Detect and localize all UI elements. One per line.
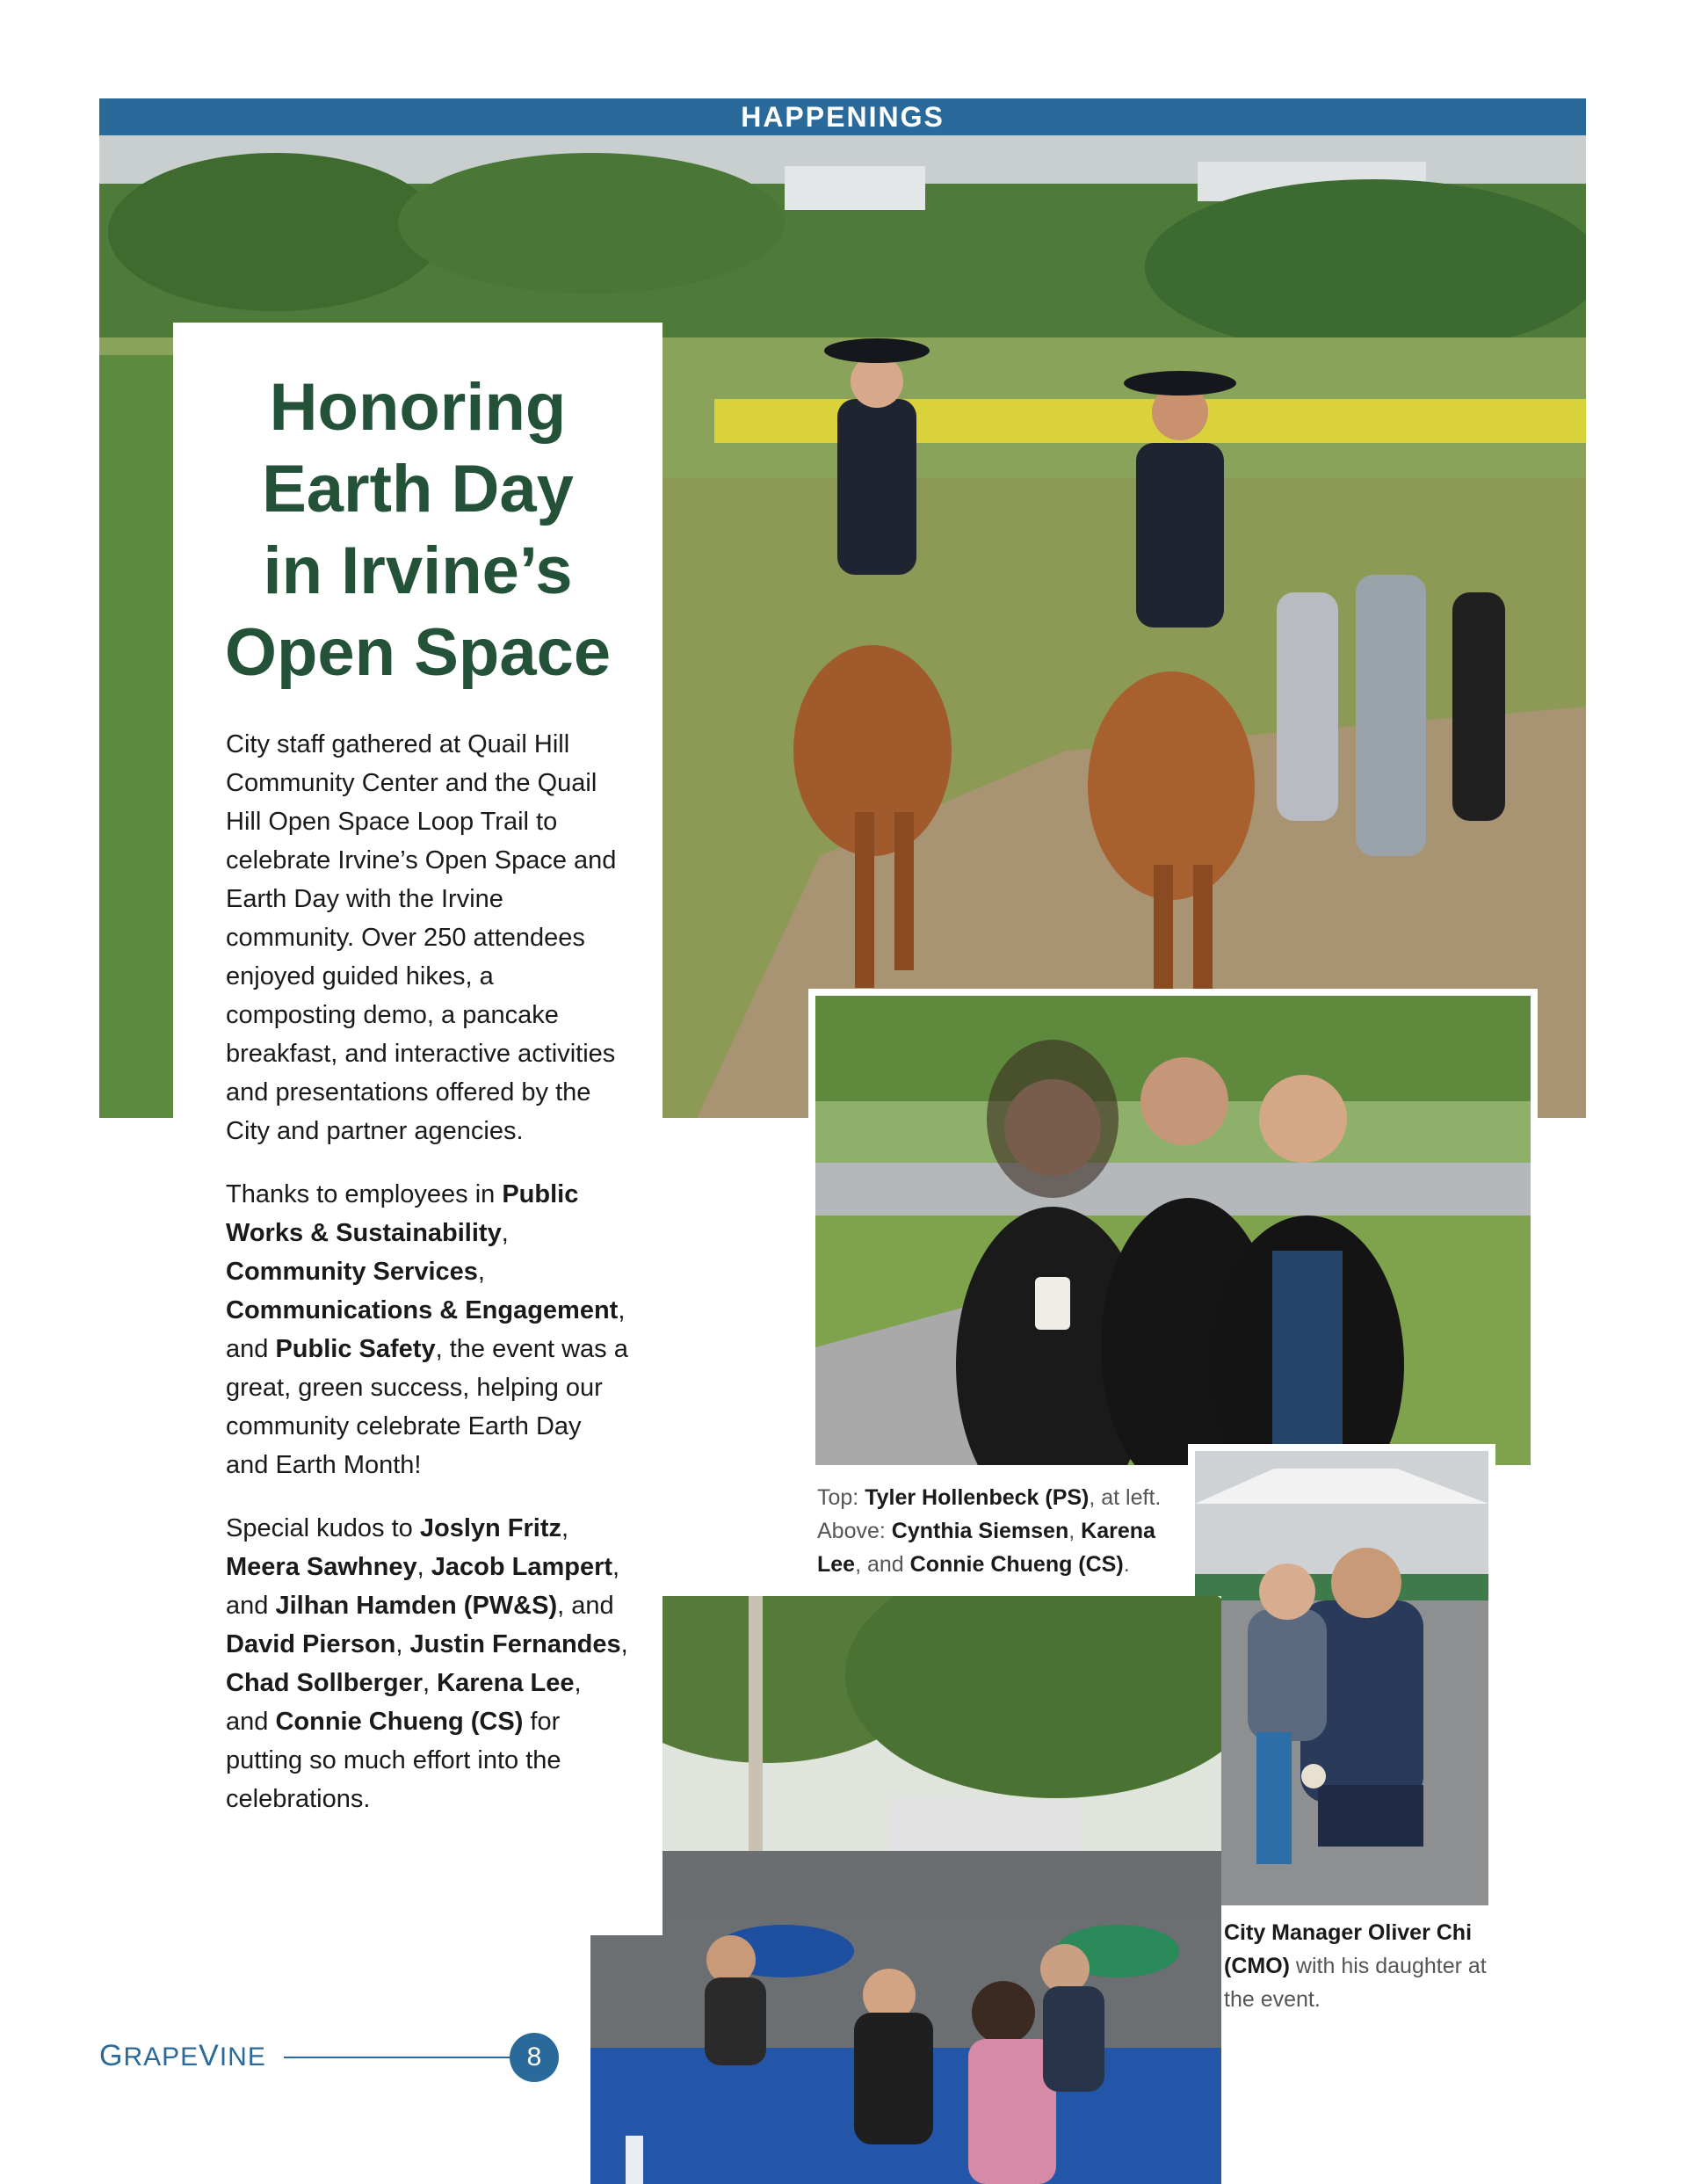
person-name: Chad Sollberger	[226, 1669, 423, 1697]
text: , and	[855, 1552, 910, 1577]
person-name: Joslyn Fritz	[419, 1514, 562, 1542]
caption-top-above	[817, 1481, 1195, 1581]
paragraph-thanks	[226, 1175, 630, 1484]
text: with his daughter at the event.	[1224, 1954, 1487, 2012]
person-name: Meera Sawhney	[226, 1553, 417, 1581]
paragraph-intro: City staff gathered at Quail Hill Community Center and the Quail Hill Open Space Loop Trail to celebrate Irvine’s Open Space and Earth Day with the Irvine community. Over 250 attendees enjoyed guided hikes, a composting demo, a pancake breakfast, and interactive activities and presentations offered by the City and partner agencies.	[226, 730, 617, 1145]
logo-text: INE	[219, 2043, 266, 2072]
article-title	[173, 366, 662, 693]
footer-divider	[284, 2057, 521, 2058]
person-name: Connie Chueng (CS)	[275, 1708, 524, 1736]
text: , at left.	[1089, 1485, 1162, 1510]
photo-three-women	[808, 989, 1538, 1472]
person-name: Tyler Hollenbeck (PS)	[865, 1485, 1090, 1510]
title-line: Earth Day	[262, 452, 574, 526]
text: .	[1123, 1552, 1130, 1577]
person-name: Connie Chueng (CS)	[909, 1552, 1124, 1577]
person-name: Karena Lee	[817, 1519, 1155, 1577]
person-name: Justin Fernandes	[409, 1630, 621, 1658]
person-name: David Pierson	[226, 1630, 396, 1658]
text: ,	[423, 1669, 438, 1697]
photo-crowd-lunch-top	[661, 1596, 1221, 1948]
logo-text: RAPE	[123, 2043, 199, 2072]
text: ,	[477, 1258, 485, 1286]
dept-name: Public Works & Sustainability	[226, 1180, 579, 1247]
text: ,	[620, 1630, 628, 1658]
text: ,	[501, 1219, 509, 1247]
person-name: Jilhan Hamden (PW&S)	[275, 1592, 558, 1620]
text: ,	[561, 1514, 569, 1542]
paragraph-kudos	[226, 1509, 630, 1818]
dept-name: Public Safety	[275, 1335, 436, 1363]
text: , and	[226, 1669, 582, 1736]
person-name: Cynthia Siemsen	[891, 1519, 1069, 1543]
section-banner: HAPPENINGS	[99, 98, 1586, 135]
person-name: City Manager Oliver Chi (CMO)	[1224, 1920, 1473, 1978]
person-name: Karena Lee	[437, 1669, 575, 1697]
title-line: Open Space	[224, 615, 612, 690]
text: Top:	[817, 1485, 865, 1510]
text: Above:	[817, 1519, 892, 1543]
text: , and	[226, 1296, 626, 1363]
person-name: Jacob Lampert	[431, 1553, 613, 1581]
page-number: 8	[510, 2033, 559, 2082]
text: , the event was a great, green success, helping our community celebrate Earth Day and Earth Month!	[226, 1335, 628, 1479]
grapevine-logo	[99, 2039, 266, 2073]
article-body	[226, 725, 630, 1843]
text: Special kudos to	[226, 1514, 420, 1542]
text: ,	[1068, 1519, 1082, 1543]
dept-name: Community Services	[226, 1258, 478, 1286]
article-text-panel	[173, 323, 662, 1935]
title-line: in Irvine’s	[263, 533, 573, 608]
dept-name: Communications & Engagement	[226, 1296, 619, 1324]
photo-city-manager	[1188, 1444, 1495, 1912]
photo-crowd-lunch	[590, 1916, 1221, 2184]
text: , and	[226, 1553, 620, 1620]
text: Thanks to employees in	[226, 1180, 503, 1208]
text: ,	[395, 1630, 410, 1658]
logo-letter: V	[199, 2039, 220, 2072]
text: for putting so much effort into the celebrations.	[226, 1708, 561, 1813]
text: , and	[557, 1592, 614, 1620]
logo-letter: G	[99, 2039, 124, 2072]
title-line: Honoring	[269, 370, 567, 445]
caption-city-manager	[1224, 1916, 1488, 2016]
text: ,	[416, 1553, 431, 1581]
